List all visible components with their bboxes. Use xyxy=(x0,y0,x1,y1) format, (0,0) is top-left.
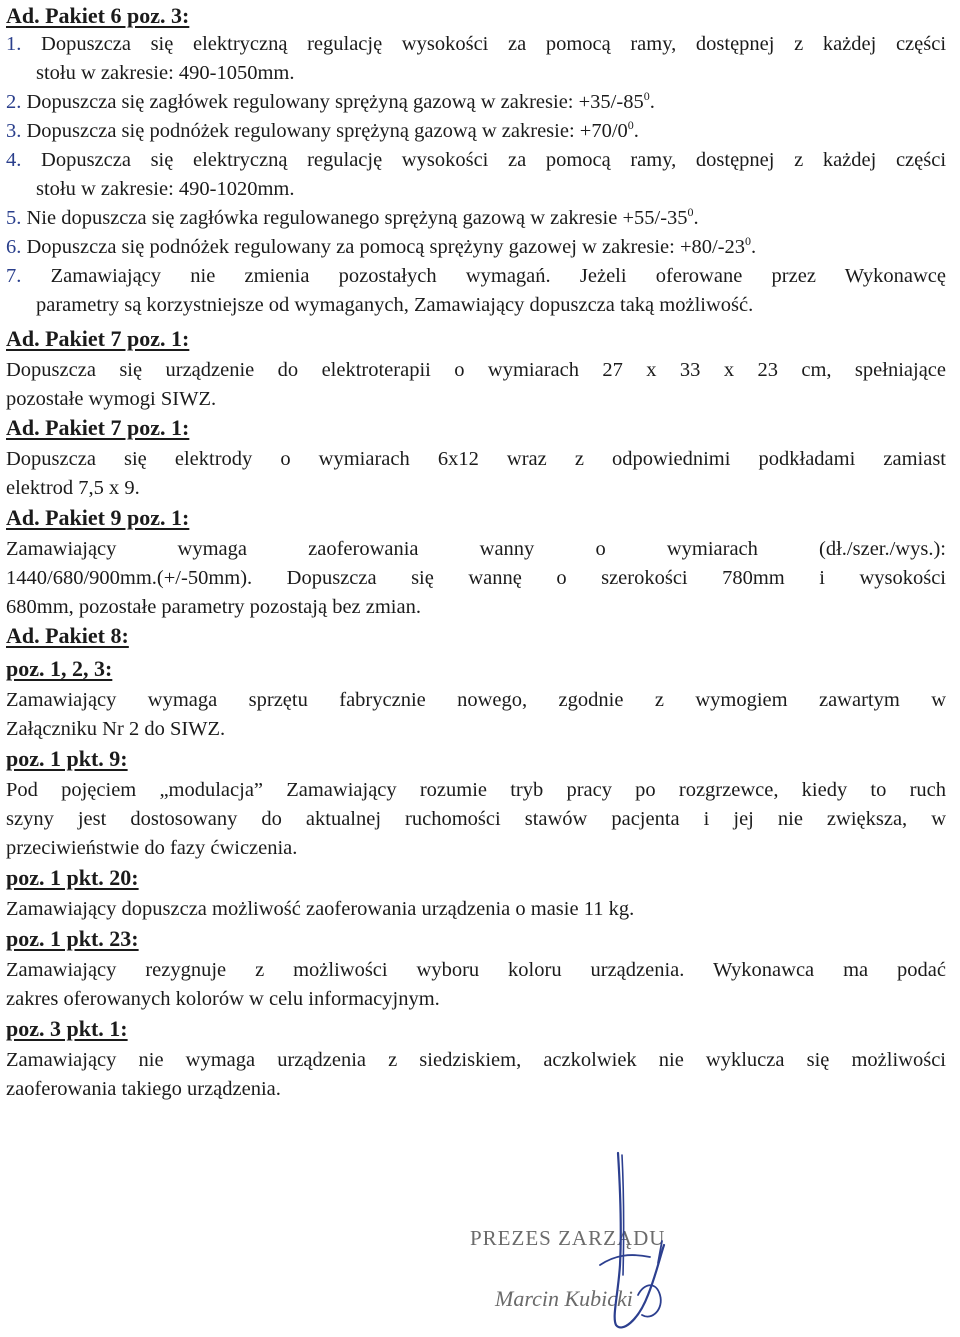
section-pakiet-7-a xyxy=(6,326,946,414)
paragraph-line: Zamawiający rezygnuje z możliwości wyboru koloru urządzenia. Wykonawca ma podać xyxy=(6,959,946,981)
section-pakiet-6 xyxy=(6,3,946,320)
section-poz-3-pkt-1 xyxy=(6,1016,946,1104)
section-heading: poz. 1, 2, 3: xyxy=(6,656,113,681)
paragraph-line: Zamawiający wymaga sprzętu fabrycznie nowego, zgodnie z wymogiem zawartym w xyxy=(6,689,946,711)
paragraph-line: 1440/680/900mm.(+/-50mm). Dopuszcza się wannę o szerokości 780mm i wysokości xyxy=(6,567,946,589)
paragraph-line: szyny jest dostosowany do aktualnej ruchomości stawów pacjenta i jej nie zwiększa, w xyxy=(6,808,946,830)
section-poz-1-pkt-20 xyxy=(6,865,946,924)
list-item-continuation: parametry są korzystniejsze od wymaganych, Zamawiający dopuszcza taką możliwość. xyxy=(36,294,754,316)
paragraph-line: zakres oferowanych kolorów w celu informacyjnym. xyxy=(6,988,440,1010)
section-poz-1-pkt-23 xyxy=(6,926,946,1014)
section-poz-1-pkt-9 xyxy=(6,746,946,863)
paragraph-line: Dopuszcza się urządzenie do elektroterapii o wymiarach 27 x 33 x 23 cm, spełniające xyxy=(6,359,946,381)
list-item-continuation: stołu w zakresie: 490-1050mm. xyxy=(36,62,295,84)
section-pakiet-8 xyxy=(6,623,946,649)
section-heading: Ad. Pakiet 6 poz. 3: xyxy=(6,3,190,28)
paragraph-line: 680mm, pozostałe parametry pozostają bez zmian. xyxy=(6,596,421,618)
section-pakiet-9 xyxy=(6,505,946,622)
paragraph-line: Dopuszcza się elektrody o wymiarach 6x12 wraz z odpowiednimi podkładami zamiast xyxy=(6,448,946,470)
section-heading: poz. 1 pkt. 9: xyxy=(6,746,128,771)
list-item: 7. Zamawiający nie zmienia pozostałych wymagań. Jeżeli oferowane przez Wykonawcę xyxy=(6,265,947,287)
section-heading: poz. 3 pkt. 1: xyxy=(6,1016,128,1041)
section-heading: Ad. Pakiet 7 poz. 1: xyxy=(6,326,190,351)
section-heading: Ad. Pakiet 7 poz. 1: xyxy=(6,415,190,440)
paragraph-line: Załączniku Nr 2 do SIWZ. xyxy=(6,718,226,740)
section-poz-1-2-3 xyxy=(6,656,946,744)
list-item: 6. Dopuszcza się podnóżek regulowany za pomocą sprężyny gazowej w zakresie: $+80/-23^0$. xyxy=(6,234,757,258)
list-item: 5. Nie dopuszcza się zagłówka regulowanego sprężyną gazową w zakresie $+55/-35^0$. xyxy=(6,205,699,229)
list-item: 3. Dopuszcza się podnóżek regulowany sprężyną gazową w zakresie: $+70/0^0$. xyxy=(6,118,639,142)
list-item: 4. Dopuszcza się elektryczną regulację wysokości za pomocą ramy, dostępnej z każdej części xyxy=(6,149,947,171)
paragraph-line: Zamawiający dopuszcza możliwość zaoferowania urządzenia o masie 11 kg. xyxy=(6,898,635,920)
paragraph-line: zaoferowania takiego urządzenia. xyxy=(6,1078,281,1100)
list-item-continuation: stołu w zakresie: 490-1020mm. xyxy=(36,178,295,200)
section-pakiet-7-b xyxy=(6,415,946,503)
stamp-title: PREZES ZARZĄDU xyxy=(470,1226,666,1250)
handwritten-signature xyxy=(560,1145,700,1335)
list-item: 2. Dopuszcza się zagłówek regulowany sprężyną gazową w zakresie: $+35/-85^0$. xyxy=(6,89,655,113)
list-item: 1. Dopuszcza się elektryczną regulację wysokości za pomocą ramy, dostępnej z każdej części xyxy=(6,33,947,55)
stamp-name: Marcin Kubicki xyxy=(495,1286,633,1311)
section-heading: poz. 1 pkt. 23: xyxy=(6,926,139,951)
section-heading: Ad. Pakiet 8: xyxy=(6,623,129,648)
paragraph-line: pozostałe wymogi SIWZ. xyxy=(6,388,217,410)
section-heading: poz. 1 pkt. 20: xyxy=(6,865,139,890)
paragraph-line: Zamawiający nie wymaga urządzenia z siedziskiem, aczkolwiek nie wyklucza się możliwości xyxy=(6,1049,946,1071)
paragraph-line: elektrod 7,5 x 9. xyxy=(6,477,140,499)
section-heading: Ad. Pakiet 9 poz. 1: xyxy=(6,505,190,530)
paragraph-line: Pod pojęciem „modulacja” Zamawiający rozumie tryb pracy po rozgrzewce, kiedy to ruch xyxy=(6,779,946,801)
paragraph-line: przeciwieństwie do fazy ćwiczenia. xyxy=(6,837,298,859)
paragraph-line: Zamawiający wymaga zaoferowania wanny o wymiarach (dł./szer./wys.): xyxy=(6,538,946,560)
